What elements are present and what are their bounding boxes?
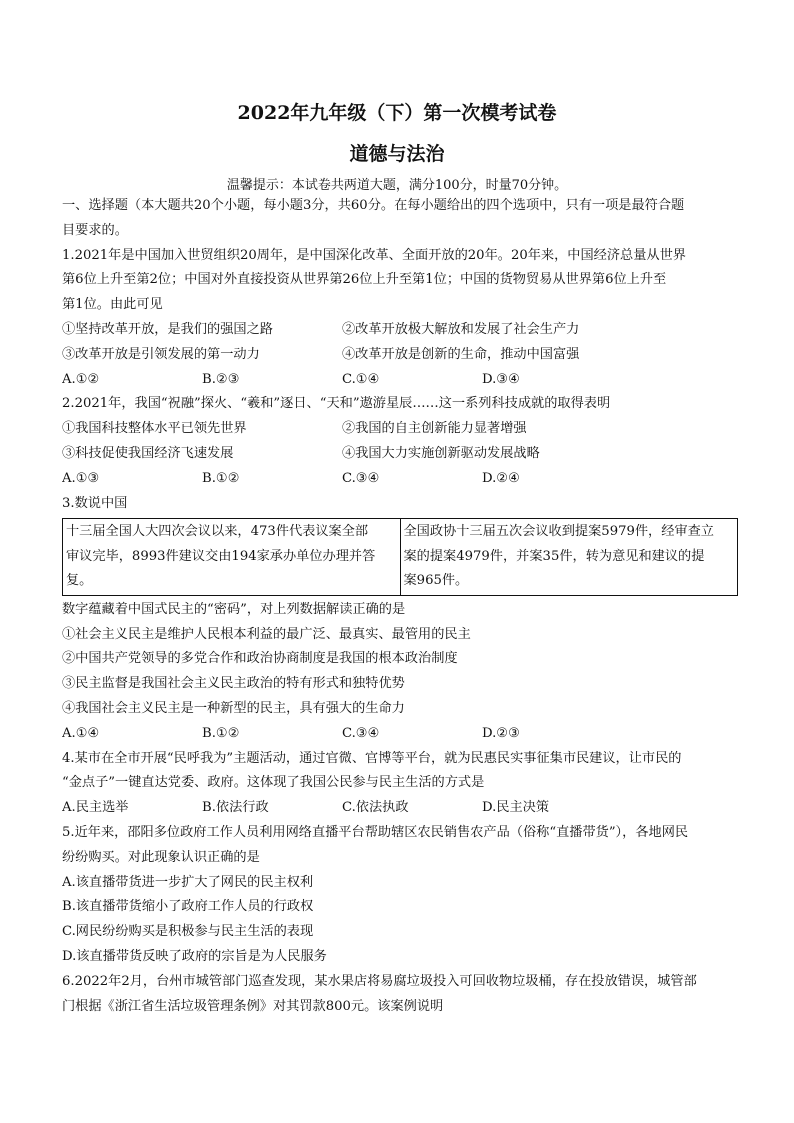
q3-option-b: B.①② — [202, 725, 240, 741]
q2-option-a: A.①③ — [62, 470, 100, 486]
q4-stem: 4.某市在全市开展“民呼我为”主题活动，通过官微、官博等平台，就为民惠民实事征集市民建议，让市民的 — [62, 750, 682, 766]
q3-option-c: C.③④ — [342, 725, 380, 741]
q3-question: 数字蕴藏着中国式民主的“密码”，对上列数据解读正确的是 — [62, 601, 406, 617]
q5-option-c: C.网民纷纷购买是积极参与民主生活的表现 — [62, 924, 314, 940]
exam-content — [62, 194, 738, 1019]
section-heading: 一、选择题（本大题共20个小题，每小题3分，共60分。在每小题给出的四个选项中，只有一项是最符合题 — [62, 198, 685, 213]
q4-option-d: D.民主决策 — [482, 800, 550, 816]
subject-title: 道德与法治 — [349, 143, 445, 165]
q2-option-d: D.②④ — [482, 470, 520, 486]
q3-table-right: 全国政协十三届五次会议收到提案5979件，经审查立 案的提案4979件，并案35件，转为意见和建议的提 案965件。 — [400, 519, 738, 596]
q3-statement: ②中国共产党领导的多党合作和政治协商制度是我国的根本政治制度 — [62, 651, 458, 667]
q3-stem: 3.数说中国 — [62, 495, 128, 511]
q2-statement: ②我国的自主创新能力显著增强 — [342, 421, 527, 437]
q4-option-a: A.民主选举 — [62, 800, 129, 816]
q5-option-d: D.该直播带货反映了政府的宗旨是为人民服务 — [62, 949, 327, 965]
q5-stem: 5.近年来，邵阳多位政府工作人员利用网络直播平台帮助辖区农民销售农产品（俗称“直播带货”），各地网民 — [62, 825, 689, 841]
q5-stem: 纷纷购买。对此现象认识正确的是 — [62, 849, 260, 865]
q1-stem: 第6位上升至第2位；中国对外直接投资从世界第26位上升至第1位；中国的货物贸易从世界第6位上升至 — [62, 272, 667, 288]
q1-option-d: D.③④ — [482, 371, 520, 387]
q2-statement: ①我国科技整体水平已领先世界 — [62, 421, 247, 437]
q1-statement: ④改革开放是创新的生命，推动中国富强 — [342, 346, 580, 362]
q1-stem: 第1位。由此可见 — [62, 297, 163, 313]
exam-title: 2022年九年级（下）第一次模考试卷 — [237, 102, 557, 124]
q2-stem: 2.2021年，我国“祝融”探火、“羲和”逐日、“天和”遨游星辰……这一系列科技成就的取得表明 — [62, 396, 611, 412]
q1-option-b: B.②③ — [202, 371, 240, 387]
q3-statement: ①社会主义民主是维护人民根本利益的最广泛、最真实、最管用的民主 — [62, 626, 471, 642]
section-heading-cont: 目要求的。 — [62, 222, 128, 238]
q1-option-c: C.①④ — [342, 371, 380, 387]
q3-table-left: 十三届全国人大四次会议以来，473件代表议案全部 审议完毕，8993件建议交由194家承办单位办理并答 复。 — [63, 519, 401, 596]
q2-statement: ③科技促使我国经济飞速发展 — [62, 445, 234, 461]
q3-option-d: D.②③ — [482, 725, 520, 741]
q4-stem: “金点子”一键直达党委、政府。这体现了我国公民参与民主生活的方式是 — [62, 775, 485, 791]
q5-option-b: B.该直播带货缩小了政府工作人员的行政权 — [62, 899, 314, 915]
q1-statement: ①坚持改革开放，是我们的强国之路 — [62, 321, 273, 337]
q4-option-c: C.依法执政 — [342, 800, 409, 816]
q2-option-c: C.③④ — [342, 470, 380, 486]
q1-statement: ③改革开放是引领发展的第一动力 — [62, 346, 260, 362]
q3-statement: ④我国社会主义民主是一种新型的民主，具有强大的生命力 — [62, 701, 405, 717]
q2-option-b: B.①② — [202, 470, 240, 486]
q1-statement: ②改革开放极大解放和发展了社会生产力 — [342, 321, 580, 337]
q3-statement: ③民主监督是我国社会主义民主政治的特有形式和独特优势 — [62, 676, 405, 692]
exam-tip: 温馨提示：本试卷共两道大题，满分100分，时量70分钟。 — [226, 178, 568, 193]
q6-stem: 6.2022年2月，台州市城管部门巡查发现，某水果店将易腐垃圾投入可回收物垃圾桶，存在投放错误，城管部 — [62, 973, 697, 989]
q3-data-table — [62, 518, 738, 596]
q5-option-a: A.该直播带货进一步扩大了网民的民主权利 — [62, 874, 314, 890]
q3-option-a: A.①④ — [62, 725, 100, 741]
q6-stem: 门根据《浙江省生活垃圾管理条例》对其罚款800元。该案例说明 — [62, 998, 444, 1014]
q1-option-a: A.①② — [62, 371, 100, 387]
q4-option-b: B.依法行政 — [202, 800, 269, 816]
q2-statement: ④我国大力实施创新驱动发展战略 — [342, 445, 540, 461]
q1-stem: 1.2021年是中国加入世贸组织20周年，是中国深化改革、全面开放的20年。20年来，中国经济总量从世界 — [62, 247, 686, 263]
